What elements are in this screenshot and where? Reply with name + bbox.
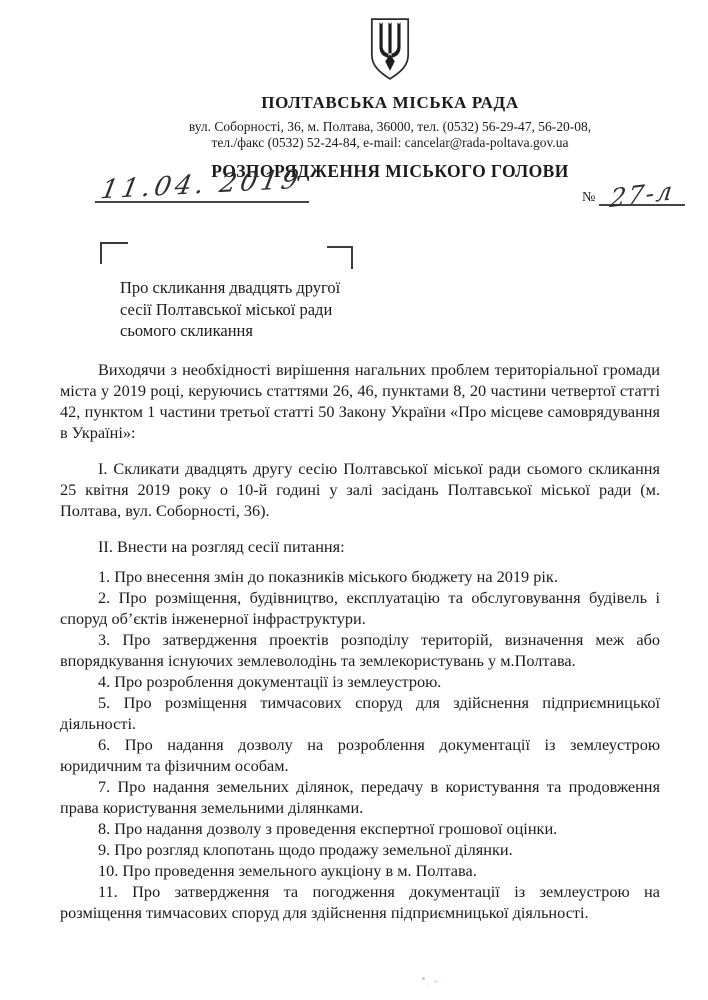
org-address bbox=[36, 119, 708, 151]
corner-mark-right bbox=[327, 246, 353, 269]
ukraine-trident-emblem bbox=[368, 17, 412, 81]
org-name: ПОЛТАВСЬКА МІСЬКА РАДА bbox=[261, 93, 519, 112]
agenda-item: 10. Про проведення земельного аукціону в м. Полтава. bbox=[98, 861, 477, 880]
number-field bbox=[582, 175, 685, 214]
agenda-item: 5. Про розміщення тимчасових споруд для здійснення підприємницької діяльності. bbox=[60, 693, 660, 733]
handwritten-date: 11.04. 2019 bbox=[98, 164, 306, 206]
intro-paragraph: Виходячи з необхідності вирішення нагальних проблем територіальної громади міста у 2019 році, керуючись статтями 26, 46, пунктами 8, 20 частини четвертої статті 42, пунктом 1 частини третьої статті 50 Закону України «Про місцеве самоврядування в Україні»: bbox=[60, 360, 660, 442]
number-line bbox=[599, 175, 685, 214]
handwritten-number: 27-л bbox=[608, 175, 677, 214]
agenda-item: 9. Про розгляд клопотань щодо продажу земельної ділянки. bbox=[98, 840, 513, 859]
scan-artifact bbox=[422, 977, 425, 980]
section-1-paragraph: І. Скликати двадцять другу сесію Полтавської міської ради сьомого скликання 25 квітня 2019 року о 10-й годині у залі засідань Полтавської міської ради (м. Полтава, вул. Соборності, 36). bbox=[60, 459, 660, 520]
corner-mark-left bbox=[100, 242, 128, 264]
agenda-item: 4. Про розроблення документації із землеустрою. bbox=[98, 672, 442, 691]
emblem-wrap bbox=[36, 0, 708, 86]
agenda-item: 6. Про надання дозволу на розроблення документації із землеустрою юридичним та фізичним особам. bbox=[60, 735, 660, 775]
letterhead bbox=[36, 0, 708, 182]
subject-line: сесії Полтавської міської ради bbox=[120, 299, 333, 319]
document-type-title: РОЗПОРЯДЖЕННЯ МІСЬКОГО ГОЛОВИ bbox=[211, 161, 569, 181]
agenda-item: 11. Про затвердження та погодження документації із землеустрою на розміщення тимчасових споруд для здійснення підприємницької діяльності. bbox=[60, 882, 660, 922]
section-2-paragraph: ІІ. Внести на розгляд сесії питання: bbox=[98, 537, 345, 556]
agenda-item: 7. Про надання земельних ділянок, передачу в користування та продовження права користування земельними ділянками. bbox=[60, 777, 660, 817]
number-sign: № bbox=[582, 190, 596, 205]
agenda-item: 8. Про надання дозволу з проведення експертної грошової оцінки. bbox=[98, 819, 558, 838]
agenda-item: 3. Про затвердження проектів розподілу територій, визначення меж або впорядкування існуючих землеволодінь та землекористувань у м.Полтава. bbox=[60, 630, 660, 670]
org-address-line1: вул. Соборності, 36, м. Полтава, 36000, тел. (0532) 56-29-47, 56-20-08, bbox=[188, 119, 592, 134]
date-field bbox=[95, 164, 309, 206]
subject-line: сьомого скликання bbox=[120, 321, 253, 340]
subject-line: Про скликання двадцять другої bbox=[120, 278, 341, 297]
agenda-item: 2. Про розміщення, будівництво, експлуатацію та обслуговування будівель і споруд об’єктів інженерної інфраструктури. bbox=[60, 588, 660, 628]
document-body bbox=[60, 359, 660, 923]
agenda-item: 1. Про внесення змін до показників міського бюджету на 2019 рік. bbox=[98, 567, 558, 586]
subject-block bbox=[120, 277, 400, 342]
org-address-line2: тел./факс (0532) 52-24-84, e-mail: cancelar@rada-poltava.gov.ua bbox=[211, 135, 569, 150]
